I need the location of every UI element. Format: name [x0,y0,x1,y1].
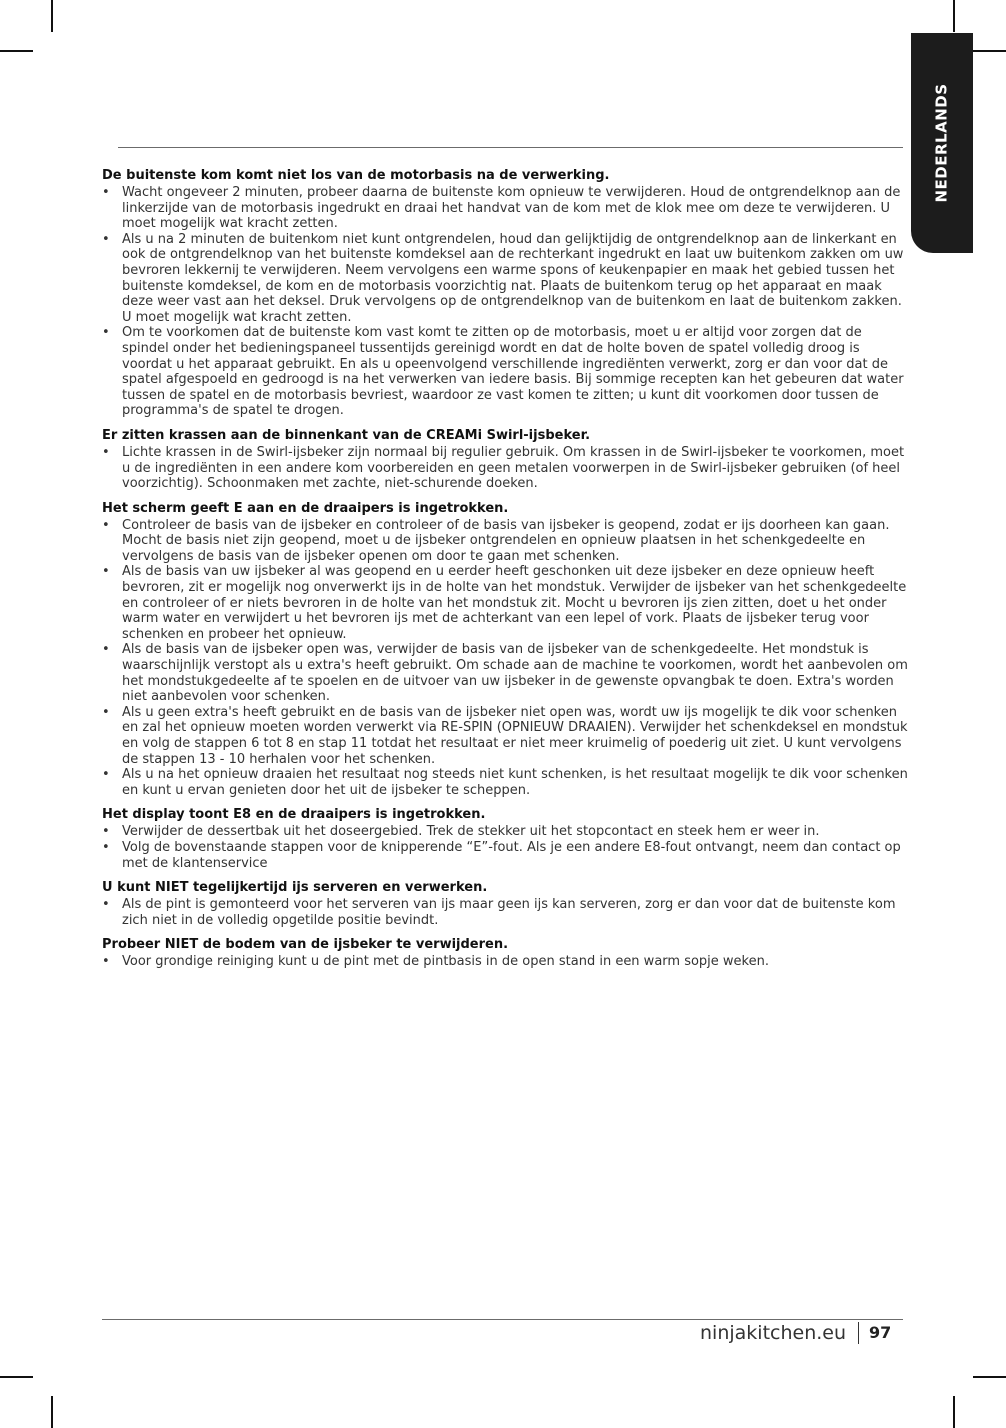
list-item-text: Lichte krassen in de Swirl-ijsbeker zijn normaal bij regulier gebruik. Om krassen in de Swirl-ijsbeker te voorkomen, moet u de ingrediënten in een andere kom voorbereiden en geen metalen voorwerpen in de Swirl-ijsbeker gebruiken (of heel voorzichtig). Schoonmaken met zachte, niet-schurende doeken. [122,444,905,492]
bullet-icon: • [102,231,110,247]
footer-separator [858,1322,859,1344]
faq-section [102,168,908,419]
list-item-text: Volg de bovenstaande stappen voor de knipperende “E”-fout. Als je een andere E8-fout ontvangt, neem dan contact op met de klantenservice [122,839,901,871]
list-item [102,767,908,798]
list-item [102,325,908,419]
list-item [102,954,908,970]
list-item [102,564,908,642]
section-heading: Er zitten krassen aan de binnenkant van de CREAMi Swirl-ijsbeker. [102,427,591,443]
list-item-text: Controleer de basis van de ijsbeker en controleer of de basis van ijsbeker is geopend, zodat er ijs doorheen kan gaan. Mocht de basis niet zijn geopend, moet u de ijsbeker ontgrendelen en opnieuw plaatsen in het schenkgedeelte en vervolgens de basis van de ijsbeker openen om door te gaan met schenken. [122,517,890,564]
list-item-text: Als de basis van uw ijsbeker al was geopend en u eerder heeft geschonken uit deze ijsbeker en deze opnieuw heeft bevroren, zit er mogelijk nog onverwerkt ijs in de holte van het mondstuk. Verwijder de ijsbeker van het schenkgedeelte en controleer of er niets bevroren in de holte van het mondstuk zit. Mocht u bevroren ijs zien zitten, doet u het onder warm water en verwijdert u het bevroren ijs met de achterkant van een lepel of vork. Plaats de ijsbeker terug voor schenken en probeer het opnieuw. [122,564,907,642]
crop-mark-bottom-left-vertical [51,1396,53,1428]
section-heading: Probeer NIET de bodem van de ijsbeker te verwijderen. [102,937,509,953]
bullet-icon: • [102,325,110,341]
language-tab [911,33,973,253]
list-item-text: Voor grondige reiniging kunt u de pint met de pintbasis in de open stand in een warm sopje weken. [122,954,769,970]
list-item-text: Wacht ongeveer 2 minuten, probeer daarna de buitenste kom opnieuw te verwijderen. Houd de ontgrendelknop aan de linkerzijde van de motorbasis ingedrukt en draai het handvat van de kom met de klok mee om deze te verwijderen. U moet mogelijk wat kracht zetten. [122,185,901,232]
crop-mark-bottom-right-vertical [953,1396,955,1428]
crop-mark-top-right-horizontal [973,50,1006,52]
footer-website: ninjakitchen.eu [700,1322,847,1344]
faq-section [102,428,908,492]
section-heading: Het scherm geeft E aan en de draaipers is ingetrokken. [102,500,509,516]
bullet-icon: • [102,704,110,720]
bullet-icon: • [102,897,110,913]
section-heading: De buitenste kom komt niet los van de motorbasis na de verwerking. [102,168,610,183]
bullet-icon: • [102,444,110,460]
list-item-text: Om te voorkomen dat de buitenste kom vast komt te zitten op de motorbasis, moet u er altijd voor zorgen dat de spindel onder het bedieningspaneel tussentijds gereinigd wordt en dat de holte boven de spatel volledig droog is voordat u het apparaat gebruikt. En als u opeenvolgend verschillende ingrediënten verwerkt, zorg er dan voor dat de spatel afgespoeld en gedroogd is na het verwerken van iedere basis. Bij sommige recepten kan het gebeuren dat water tussen de spatel en de motorbasis bevriest, waardoor ze vast komen te zitten; u kunt dit voorkomen door tussen de programma's de spatel te drogen. [122,325,904,419]
section-heading: U kunt NIET tegelijkertijd ijs serveren en verwerken. [102,880,488,896]
troubleshooting-content [102,168,908,979]
bullet-icon: • [102,954,110,970]
top-divider [118,147,903,148]
list-item [102,824,908,840]
crop-mark-top-left-horizontal [0,50,33,52]
bullet-list [102,897,908,928]
list-item-text: Als de pint is gemonteerd voor het serveren van ijs maar geen ijs kan serveren, zorg er dan voor dat de buitenste kom zich niet in de volledig opgetilde positie bevindt. [122,897,896,928]
list-item [102,642,908,704]
crop-mark-bottom-left-horizontal [0,1376,33,1378]
crop-mark-bottom-right-horizontal [973,1376,1006,1378]
list-item [102,445,908,492]
bullet-list [102,445,908,492]
list-item-text: Als u geen extra's heeft gebruikt en de basis van de ijsbeker niet open was, wordt uw ijs mogelijk te dik voor schenken en zal het opnieuw moeten worden verwerkt via RE-SPIN (OPNIEUW DRAAIEN). Verwijder het schenkdeksel en mondstuk en volg de stappen 6 tot 8 en stap 11 totdat het resultaat er niet meer kruimelig of poederig uit ziet. U kunt vervolgens de stappen 13 - 10 herhalen voor het schenken. [122,704,908,767]
bullet-icon: • [102,642,110,658]
bullet-icon: • [102,839,110,855]
faq-section [102,880,908,928]
crop-mark-top-left-vertical [51,0,53,32]
faq-section [102,807,908,871]
list-item-text: Als de basis van de ijsbeker open was, verwijder de basis van de ijsbeker van de schenkgedeelte. Het mondstuk is waarschijnlijk verstopt als u extra's heeft gebruikt. Om schade aan de machine te voorkomen, wordt het aanbevolen om het mondstukgedeelte af te spoelen en de uitvoer van uw ijsbeker in de gewenste opvangbak te doen. Extra's worden niet aanbevolen voor schenken. [122,642,908,705]
list-item [102,518,908,565]
list-item [102,232,908,326]
list-item [102,705,908,767]
language-tab-label: NEDERLANDS [933,83,951,203]
bullet-list [102,185,908,419]
crop-mark-top-right-vertical [953,0,955,32]
list-item [102,897,908,928]
bullet-icon: • [102,824,110,840]
list-item [102,840,908,871]
bullet-icon: • [102,517,110,533]
faq-section [102,501,908,799]
bullet-icon: • [102,767,110,783]
list-item-text: Verwijder de dessertbak uit het doseergebied. Trek de stekker uit het stopcontact en steek hem er weer in. [122,824,820,840]
faq-section [102,937,908,970]
bullet-icon: • [102,564,110,580]
bullet-list [102,824,908,871]
bullet-list [102,954,908,970]
list-item-text: Als u na 2 minuten de buitenkom niet kunt ontgrendelen, houd dan gelijktijdig de ontgrendelknop aan de linkerkant en ook de ontgrendelknop van het buitenste komdeksel aan de rechterkant ingedrukt en laat uw buitenkom zakken om uw bevroren lekkernij te verwijderen. Neem vervolgens een warme spons of keukenpapier en maak het gebied tussen het buitenste komdeksel, de kom en de motorbasis voorzichtig nat. Plaats de buitenkom terug op het apparaat en maak deze weer vast aan het deksel. Druk vervolgens op de ontgrendelknop van de buitenkom en laat de buitenkom zakken. U moet mogelijk wat kracht zetten. [122,231,904,325]
section-heading: Het display toont E8 en de draaipers is ingetrokken. [102,807,486,823]
list-item [102,185,908,232]
list-item-text: Als u na het opnieuw draaien het resultaat nog steeds niet kunt schenken, is het resultaat mogelijk te dik voor schenken en kunt u ervan genieten door het uit de ijsbeker te scheppen. [122,767,908,798]
bullet-list [102,518,908,799]
bullet-icon: • [102,185,110,200]
page-number: 97 [869,1323,892,1342]
footer-divider [102,1319,903,1320]
